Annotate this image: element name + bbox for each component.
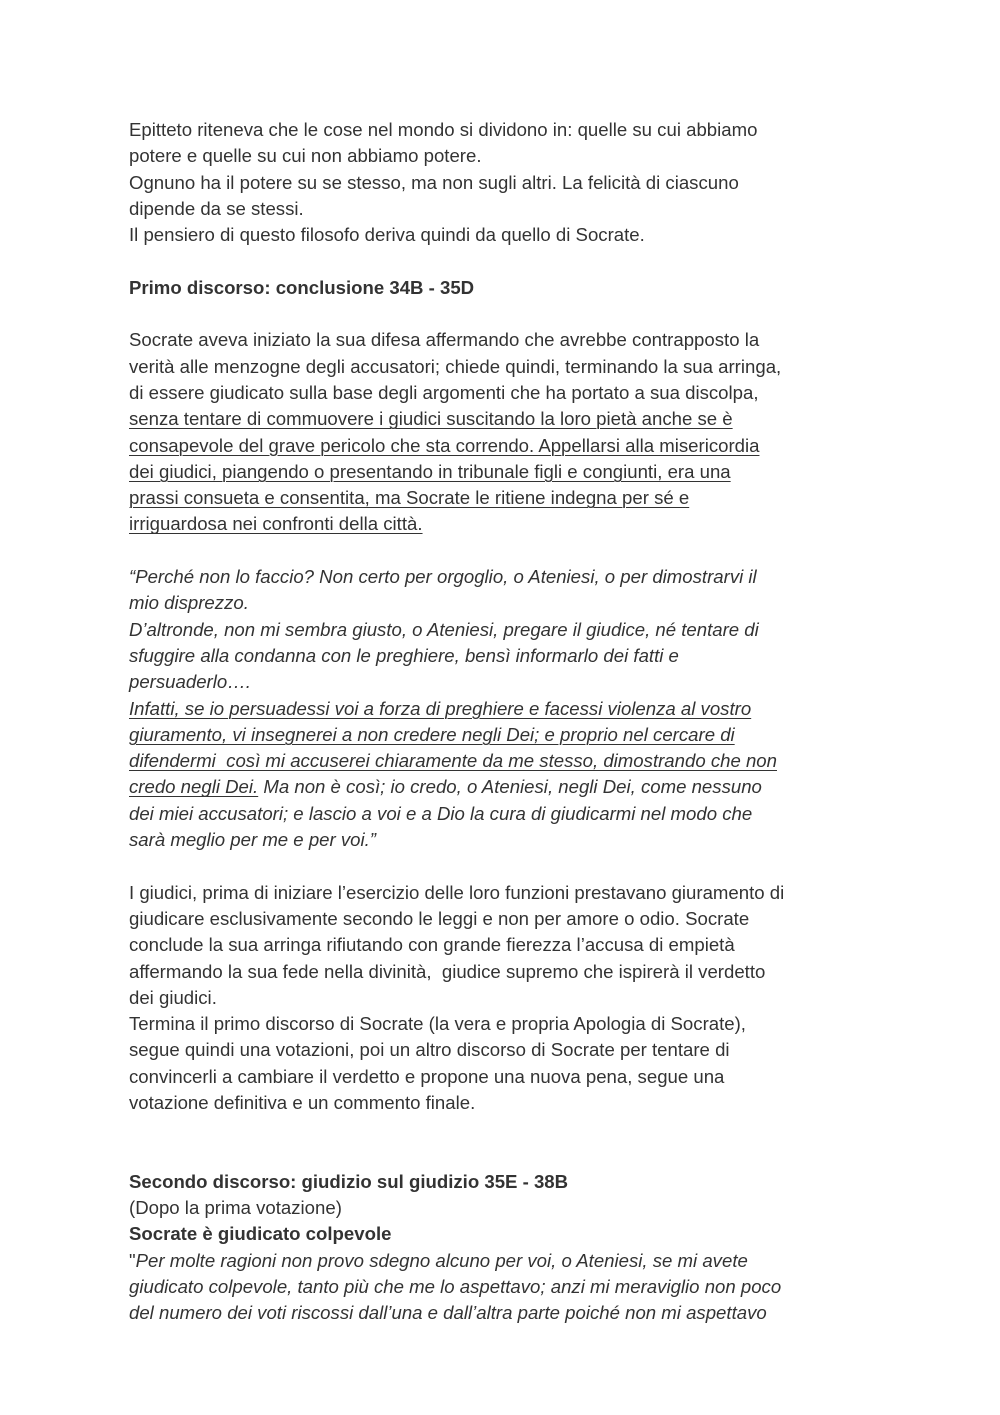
underlined-text: credo negli Dei. xyxy=(129,776,259,798)
text-line: affermando la sua fede nella divinità, giudice supremo che ispirerà il verdetto xyxy=(129,960,766,982)
text-line: votazione definitiva e un commento finale. xyxy=(129,1091,476,1113)
quote-line: D’altronde, non mi sembra giusto, o Ateniesi, pregare il giudice, né tentare di xyxy=(129,618,759,640)
quote-line: “Perché non lo faccio? Non certo per orgoglio, o Ateniesi, o per dimostrarvi il xyxy=(129,566,757,588)
quote-line: dei miei accusatori; e lascio a voi e a Dio la cura di giudicarmi nel modo che xyxy=(129,802,753,824)
underlined-text: difendermi così mi accuserei chiaramente da me stesso, dimostrando che non xyxy=(129,750,777,772)
underlined-text: dei giudici, piangendo o presentando in tribunale figli e congiunti, era una xyxy=(129,460,731,482)
underlined-text-line xyxy=(129,485,889,511)
underlined-text-line xyxy=(129,433,889,459)
underlined-text-line xyxy=(129,511,889,537)
intro-paragraph xyxy=(129,117,889,248)
spacer xyxy=(129,853,889,879)
text-line: convincerli a cambiare il verdetto e propone una nuova pena, segue una xyxy=(129,1065,725,1087)
secondo-discorso-quote xyxy=(129,1248,889,1327)
underlined-text: consapevole del grave pericolo che sta correndo. Appellarsi alla misericordia xyxy=(129,434,760,456)
underlined-text: senza tentare di commuovere i giudici suscitando la loro pietà anche se è xyxy=(129,408,733,430)
text-line: dipende da se stessi. xyxy=(129,197,304,219)
quote-line xyxy=(129,748,889,774)
underlined-text-line xyxy=(129,406,889,432)
spacer xyxy=(129,538,889,564)
text-line: conclude la sua arringa rifiutando con grande fierezza l’accusa di empietà xyxy=(129,934,735,956)
spacer xyxy=(129,301,889,327)
quote-line: persuaderlo…. xyxy=(129,671,251,693)
text-line: I giudici, prima di iniziare l’esercizio delle loro funzioni prestavano giuramento di xyxy=(129,881,785,903)
text-line: segue quindi una votazioni, poi un altro discorso di Socrate per tentare di xyxy=(129,1039,730,1061)
text-line: Il pensiero di questo filosofo deriva quindi da quello di Socrate. xyxy=(129,224,645,246)
primo-discorso-paragraph xyxy=(129,327,889,537)
quote-text: Ma non è così; io credo, o Ateniesi, negli Dei, come nessuno xyxy=(258,776,762,798)
text-line: Epitteto riteneva che le cose nel mondo si dividono in: quelle su cui abbiamo xyxy=(129,119,758,140)
quote-text: Per molte ragioni non provo sdegno alcuno per voi, o Ateniesi, se mi avete xyxy=(135,1249,748,1271)
underlined-text: giuramento, vi insegnerei a non credere negli Dei; e proprio nel cercare di xyxy=(129,723,735,745)
section-subheading: Socrate è giudicato colpevole xyxy=(129,1223,392,1245)
underlined-text: Infatti, se io persuadessi voi a forza di preghiere e facessi violenza al vostro xyxy=(129,697,752,719)
section-heading-secondo-discorso: Secondo discorso: giudizio sul giudizio 35E - 38B xyxy=(129,1170,569,1192)
socrates-quote xyxy=(129,564,889,853)
quote-line: mio disprezzo. xyxy=(129,592,249,614)
text-line: di essere giudicato sulla base degli argomenti che ha portato a sua discolpa, xyxy=(129,381,759,403)
text-line: Termina il primo discorso di Socrate (la vera e propria Apologia di Socrate), xyxy=(129,1013,746,1035)
spacer xyxy=(129,1143,889,1169)
quote-line xyxy=(129,722,889,748)
text-line: potere e quelle su cui non abbiamo potere. xyxy=(129,145,482,167)
text-line: Ognuno ha il potere su se stesso, ma non sugli altri. La felicità di ciascuno xyxy=(129,171,739,193)
quote-line: del numero dei voti riscossi dall’una e dall’altra parte poiché non mi aspettavo xyxy=(129,1302,767,1324)
giudici-paragraph xyxy=(129,880,889,1117)
underlined-text: irriguardosa nei confronti della città. xyxy=(129,513,423,535)
spacer xyxy=(129,248,889,274)
text-line: verità alle menzogne degli accusatori; chiede quindi, terminando la sua arringa, xyxy=(129,355,782,377)
quote-line xyxy=(129,696,889,722)
quote-line: giudicato colpevole, tanto più che me lo aspettavo; anzi mi meraviglio non poco xyxy=(129,1276,782,1298)
document-page xyxy=(129,117,889,1327)
quote-line xyxy=(129,1248,889,1274)
underlined-text: prassi consueta e consentita, ma Socrate le ritiene indegna per sé e xyxy=(129,487,690,509)
section-heading-primo-discorso: Primo discorso: conclusione 34B - 35D xyxy=(129,276,475,298)
quote-line: sfuggire alla condanna con le preghiere, bensì informarlo dei fatti e xyxy=(129,644,679,666)
text-line: Socrate aveva iniziato la sua difesa affermando che avrebbe contrapposto la xyxy=(129,329,760,351)
quote-line: sarà meglio per me e per voi.” xyxy=(129,829,376,851)
quote-line xyxy=(129,774,889,800)
underlined-text-line xyxy=(129,459,889,485)
spacer xyxy=(129,1116,889,1142)
section-subnote: (Dopo la prima votazione) xyxy=(129,1197,342,1219)
quote-open-mark: " xyxy=(129,1249,136,1271)
text-line: dei giudici. xyxy=(129,986,217,1008)
text-line: giudicare esclusivamente secondo le leggi e non per amore o odio. Socrate xyxy=(129,907,750,929)
